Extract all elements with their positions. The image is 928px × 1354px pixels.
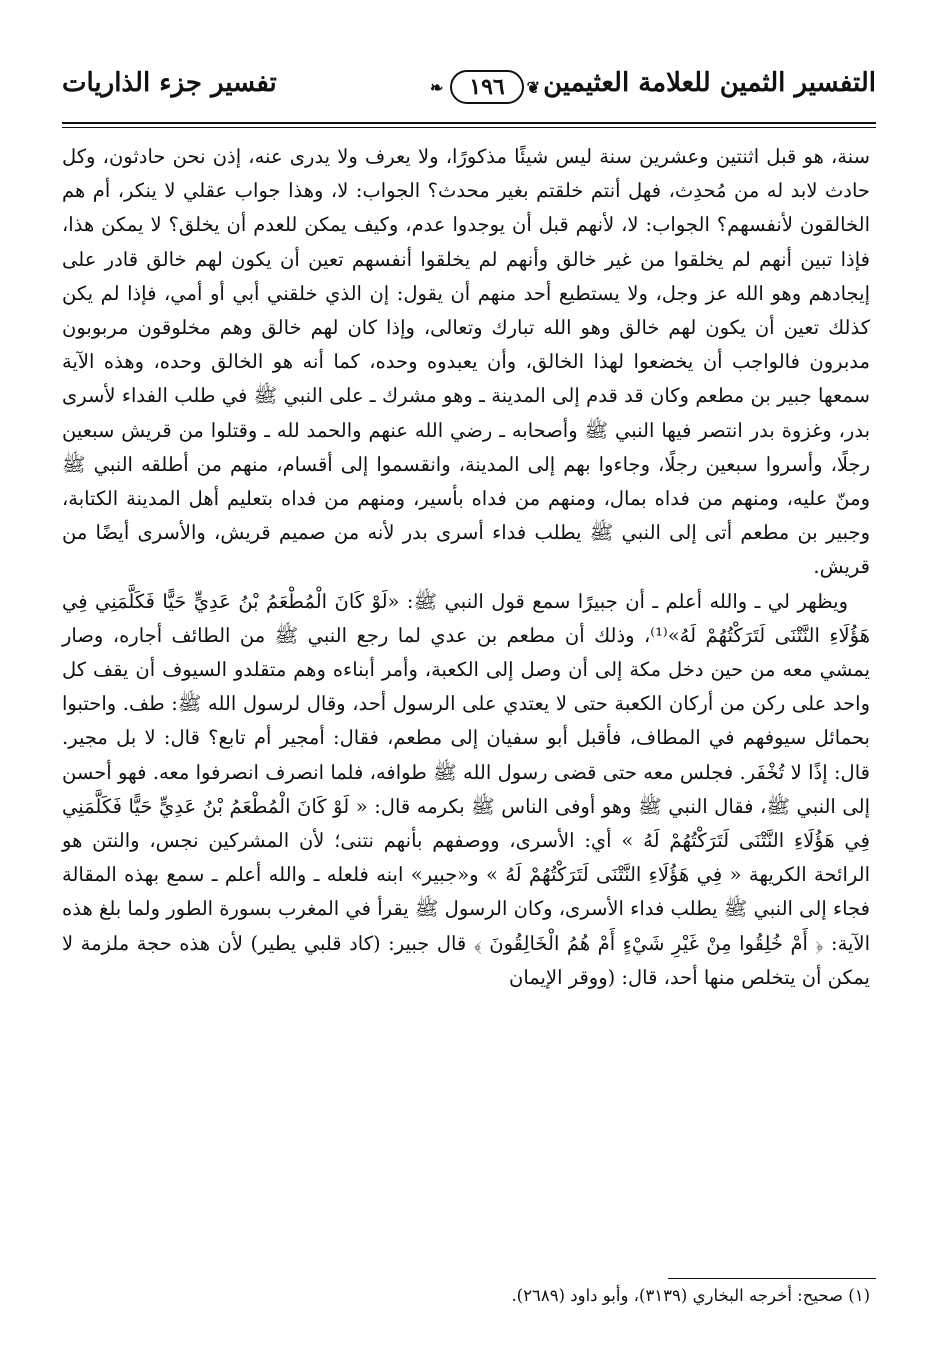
ornament-right-icon: ❦ <box>526 78 540 97</box>
paragraph: سنة، هو قبل اثنتين وعشرين سنة ليس شيئًا مذكورًا، ولا يعرف ولا يدرى عنه، إذن نحن حادثون، وكل حادث لابد له من مُحدِث، فهل أنتم خلقتم بغير محدث؟ الجواب: لا، وهذا جواب عقلي لا ينكر، أم هم الخالقون لأنفسهم؟ الجواب: لا، لأنهم قبل أن يوجدوا عدم، وكيف يمكن للعدم أن يخلق؟ لا يمكن هذا، فإذا تبين أنهم لم يخلقوا من غير خالق وأنهم لم يخلقوا أنفسهم تعين أن يكون لهم خالق قادر على إيجادهم وهو الله عز وجل، ولا يستطيع أحد منهم أن يقول: إن الذي خلقني أبي أو أمي، فإذا لم يكن كذلك تعين أن يكون لهم خالق وهو الله تبارك وتعالى، وإذا كان لهم خالق وهم مخلوقون مربوبون مدبرون فالواجب أن يخضعوا لهذا الخالق، وأن يعبدوه وحده، كما أنه هو الخالق وحده، وهذه الآية سمعها جبير بن مطعم وكان قد قدم إلى المدينة ـ وهو مشرك ـ على النبي ﷺ في طلب الفداء لأسرى بدر، وغزوة بدر انتصر فيها النبي ﷺ وأصحابه ـ رضي الله عنهم والحمد لله ـ وقتلوا من قريش سبعين رجلًا، وأسروا سبعين رجلًا، وجاءوا بهم إلى المدينة، وانقسموا إلى أقسام، منهم من أطلقه النبي ﷺ ومنّ عليه، ومنهم من فداه بمال، ومنهم من فداه بأسير، ومنهم من فداه بتعليم أهل المدينة الكتابة، وجبير بن مطعم أتى إلى النبي ﷺ يطلب فداء أسرى بدر لأنه من صميم قريش، والأسرى أيضًا من قريش. <box>62 145 870 579</box>
page-number: ١٩٦ <box>450 70 524 104</box>
ornament-left-icon: ❧ <box>430 78 444 97</box>
header-rule-thin <box>62 127 876 128</box>
paragraph: ويظهر لي ـ والله أعلم ـ أن جبيرًا سمع قول النبي ﷺ: «لَوْ كَانَ الْمُطْعَمُ بْنُ عَدِيٍّ حَيًّا فَكَلَّمَنِي فِي هَؤُلَاءِ النَّتْنَى لَتَرَكْتُهُمْ لَهُ»⁽¹⁾، وذلك أن مطعم بن عدي لما رجع النبي ﷺ من الطائف أجاره، وصار يمشي معه من حين دخل مكة إلى أن وصل إلى الكعبة، وأمر أبناءه وهم متقلدو السيوف أن يقف كل واحد على ركن من أركان الكعبة حتى لا يعتدي على الرسول أحد، وقال لرسول الله ﷺ: طف. واحتبوا بحمائل سيوفهم في المطاف، فأقبل أبو سفيان إلى مطعم، فقال: أمجير أم تابع؟ قال: لا بل مجير. قال: إذًا لا تُخْفَر. فجلس معه حتى قضى رسول الله ﷺ طوافه، فلما انصرف انصرفوا معه. فهو أحسن إلى النبي ﷺ، فقال النبي ﷺ وهو أوفى الناس ﷺ بكرمه قال: « لَوْ كَانَ الْمُطْعَمُ بْنُ عَدِيٍّ حَيًّا فَكَلَّمَنِي فِي هَؤُلَاءِ النَّتْنَى لَتَرَكْتُهُمْ لَهُ » أي: الأسرى، ووصفهم بأنهم نتنى؛ لأن المشركين نجس، والنتن هو الرائحة الكريهة « فِي هَؤُلَاءِ النَّتْنَى لَتَرَكْتُهُمْ لَهُ » و«جبير» ابنه فلعله ـ والله أعلم ـ سمع بهذه المقالة فجاء إلى النبي ﷺ يطلب فداء الأسرى، وكان الرسول ﷺ يقرأ في المغرب بسورة الطور ولما بلغ هذه الآية: ﴿ أَمْ خُلِقُوا مِنْ غَيْرِ شَيْءٍ أَمْ هُمُ الْخَالِقُونَ ﴾ قال جبير: (كاد قلبي يطير) لأن هذه حجة ملزمة لا يمكن أن يتخلص منها أحد، قال: (ووقر الإيمان <box>62 589 870 989</box>
page-number-ornament <box>430 70 540 104</box>
header-rule-thick <box>62 122 876 124</box>
footnote: (١) صحيح: أخرجه البخاري (٣١٣٩)، وأبو داود (٢٦٨٩). <box>511 1286 870 1305</box>
page-header <box>62 62 876 124</box>
footnote-divider <box>668 1278 876 1279</box>
section-title: تفسير جزء الذاريات <box>62 68 277 98</box>
book-title: التفسير الثمين للعلامة العثيمين <box>543 68 876 98</box>
body-text <box>62 140 870 995</box>
